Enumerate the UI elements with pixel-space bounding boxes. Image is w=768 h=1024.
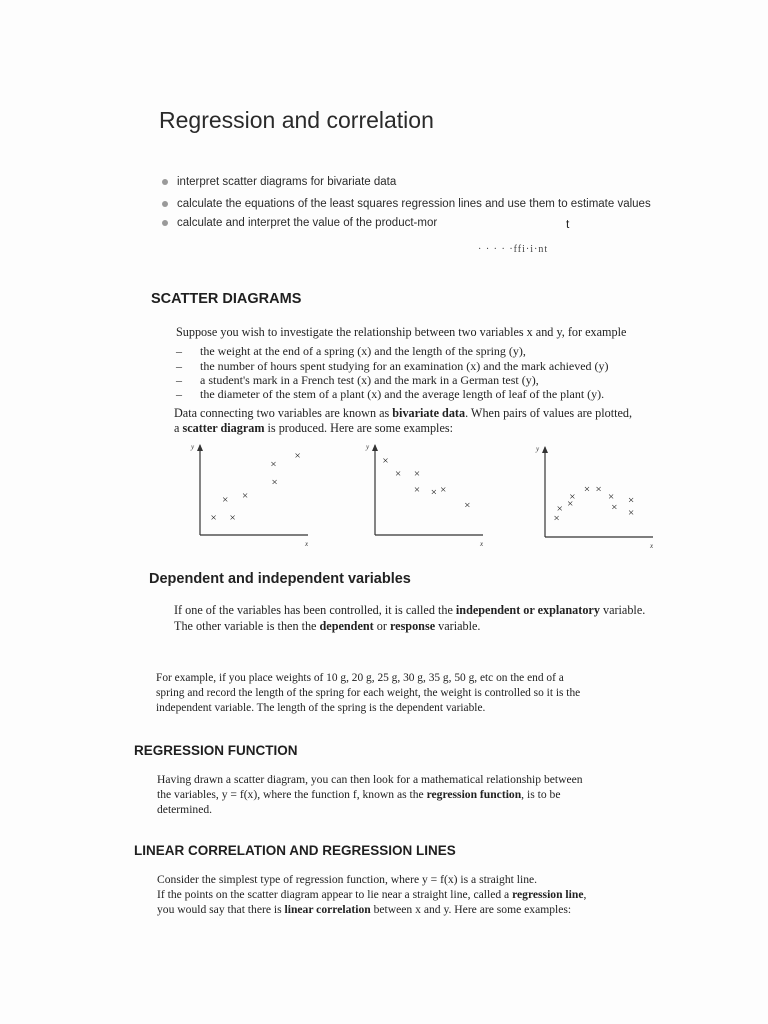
dependent-line-2 <box>174 619 645 635</box>
text-run: Data connecting two variables are known as <box>174 406 393 420</box>
regression-line-2 <box>157 787 583 802</box>
bivariate-line-1 <box>174 406 632 421</box>
y-axis-arrow-icon <box>542 446 548 453</box>
list-item-text: the number of hours spent studying for an examination (x) and the mark achieved (y) <box>200 359 609 373</box>
regression-heading: REGRESSION FUNCTION <box>134 743 298 758</box>
term-regression-function: regression function <box>426 788 522 802</box>
data-point: × <box>382 455 389 468</box>
data-point: × <box>627 494 635 507</box>
list-item <box>176 344 526 359</box>
objective-item <box>162 176 396 188</box>
data-point: × <box>595 483 602 496</box>
text-run: you would say that there is <box>157 903 285 917</box>
scatter-plot-3 <box>525 442 665 552</box>
linear-line-1: Consider the simplest type of regression function, where y = f(x) is a straight line. <box>157 873 538 886</box>
term-dependent: dependent <box>319 618 374 633</box>
y-axis-label: y <box>536 445 540 453</box>
x-axis-label: x <box>305 540 309 548</box>
bullet-icon <box>162 220 168 226</box>
regression-line-3: determined. <box>157 803 213 817</box>
objective-text: interpret scatter diagrams for bivariate data <box>177 176 397 188</box>
example-line: spring and record the length of the spring for each weight, the weight is controlled so it is the <box>156 686 581 699</box>
list-item-text: the weight at the end of a spring (x) and the length of the spring (y), <box>200 344 526 358</box>
data-point: × <box>413 467 421 480</box>
example-line: independent variable. The length of the spring is the dependent variable. <box>156 701 486 714</box>
data-point: × <box>627 507 635 520</box>
data-point: × <box>394 467 402 480</box>
data-point: × <box>430 486 437 499</box>
text-run: is produced. Here are some examples: <box>264 421 453 436</box>
linear-line-3 <box>157 902 586 917</box>
text-run: between x and y. Here are some examples: <box>370 903 572 917</box>
data-point: × <box>242 489 249 502</box>
data-point: × <box>556 502 563 515</box>
regression-line-1: Having drawn a scatter diagram, you can then look for a mathematical relationship between <box>157 773 583 786</box>
text-run: If one of the variables has been controlled, it is called the <box>174 603 456 617</box>
bivariate-paragraph <box>174 406 632 437</box>
bullet-icon <box>162 179 168 185</box>
data-point: × <box>440 483 447 496</box>
objective-fragment: t <box>566 217 570 231</box>
data-point: × <box>271 476 278 489</box>
bullet-icon <box>162 201 168 207</box>
data-point: × <box>611 501 618 514</box>
text-run: variable. <box>435 618 481 633</box>
objective-item <box>162 217 437 229</box>
text-run: or <box>520 603 538 617</box>
y-axis-label: y <box>191 443 195 451</box>
data-point: × <box>569 491 576 504</box>
scatter-plot-1 <box>180 440 320 550</box>
data-point: × <box>294 449 301 462</box>
list-item <box>176 387 604 402</box>
list-item <box>176 359 609 374</box>
dash-marker: – <box>176 387 182 401</box>
term-independent: independent <box>455 603 521 617</box>
x-axis-label: x <box>650 542 654 550</box>
y-axis-label: y <box>366 443 370 451</box>
scatter-plot-2 <box>355 440 495 550</box>
linear-paragraph <box>157 872 586 917</box>
text-run: variable. <box>599 603 646 617</box>
example-paragraph <box>156 671 580 715</box>
list-item <box>176 373 539 388</box>
term-linear-correlation: linear correlation <box>284 903 371 917</box>
objective-item <box>162 198 651 210</box>
linear-heading: LINEAR CORRELATION AND REGRESSION LINES <box>134 843 456 858</box>
term-scatter-diagram: scatter diagram <box>182 421 265 436</box>
text-run: , is to be <box>521 788 561 802</box>
objective-text: calculate the equations of the least squares regression lines and use them to estimate values <box>177 198 651 210</box>
example-line: For example, if you place weights of 10 g, 20 g, 25 g, 30 g, 35 g, 50 g, etc on the end of a <box>156 672 564 684</box>
x-axis-label: x <box>480 540 484 548</box>
dependent-line-1 <box>174 603 645 619</box>
data-point: × <box>553 512 560 525</box>
dependent-paragraph <box>174 603 645 635</box>
y-axis-arrow-icon <box>197 444 203 451</box>
scatter-intro: Suppose you wish to investigate the relationship between two variables x and y, for example <box>176 325 627 339</box>
data-point: × <box>222 494 229 507</box>
data-point: × <box>270 458 277 471</box>
text-run: If the points on the scatter diagram appear to lie near a straight line, called a <box>157 888 513 902</box>
dash-marker: – <box>176 373 182 387</box>
linear-line-2 <box>157 887 586 902</box>
y-axis-arrow-icon <box>372 444 378 451</box>
text-run: The other variable is then the <box>174 618 320 633</box>
scatter-heading: SCATTER DIAGRAMS <box>151 291 302 307</box>
data-point: × <box>583 483 591 496</box>
list-item-text: a student's mark in a French test (x) and the mark in a German test (y), <box>200 373 539 387</box>
term-bivariate-data: bivariate data <box>392 406 466 420</box>
text-run: . When pairs of values are plotted, <box>465 406 633 420</box>
data-point: × <box>608 491 615 504</box>
text-run: a <box>174 421 183 436</box>
data-point: × <box>229 512 236 524</box>
regression-paragraph <box>157 772 583 817</box>
page-title: Regression and correlation <box>159 107 434 133</box>
data-point: × <box>464 499 471 512</box>
text-run: the variables, y = f(x), where the function f, known as the <box>157 788 427 802</box>
data-point: × <box>567 497 574 510</box>
objective-text: calculate and interpret the value of the product-mor <box>177 217 438 229</box>
text-run: , <box>583 888 587 902</box>
list-item-text: the diameter of the stem of a plant (x) and the average length of leaf of the plant (y). <box>200 387 605 401</box>
dependent-heading: Dependent and independent variables <box>149 571 411 587</box>
term-response: response <box>389 618 436 633</box>
cut-off-text: · · · · ·ffi·i·nt <box>478 244 549 255</box>
term-regression-line: regression line <box>512 888 584 902</box>
data-point: × <box>210 512 217 524</box>
bivariate-line-2 <box>174 421 632 436</box>
dash-marker: – <box>176 344 182 358</box>
term-explanatory: explanatory <box>537 603 600 617</box>
text-run: or <box>373 618 390 633</box>
dash-marker: – <box>176 359 182 373</box>
data-point: × <box>413 483 421 496</box>
